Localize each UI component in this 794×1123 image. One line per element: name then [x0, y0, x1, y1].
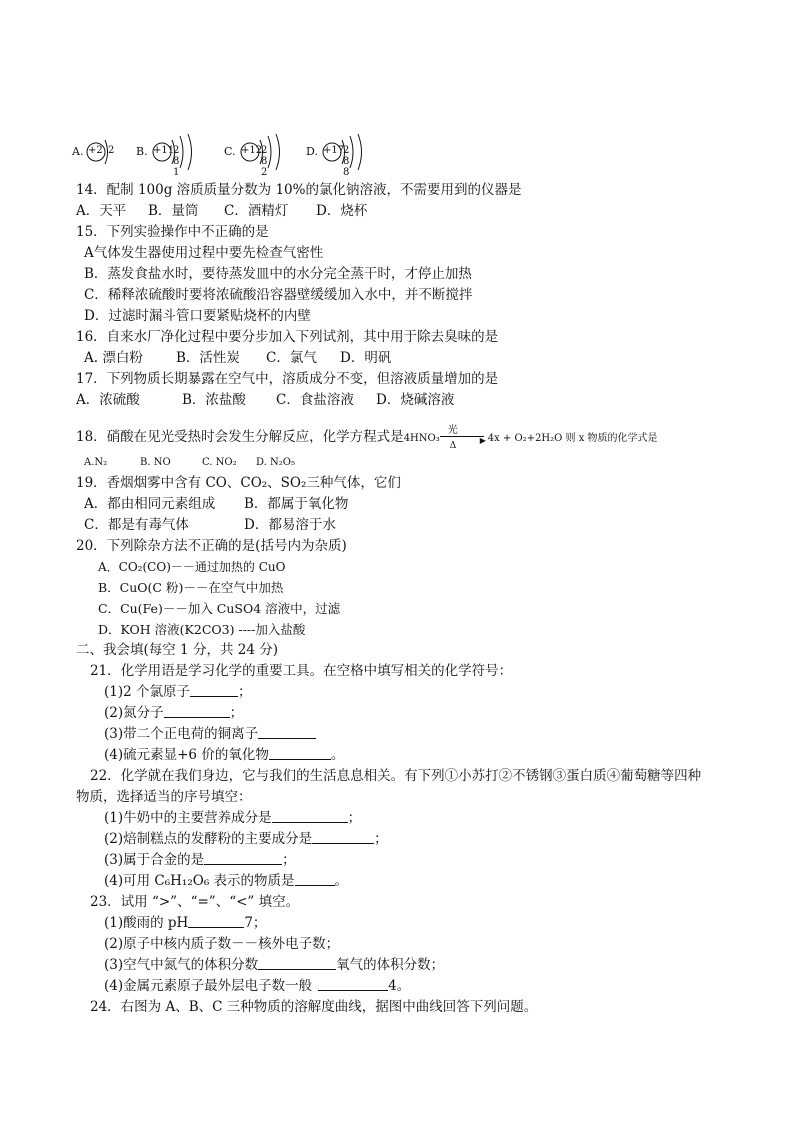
question-16-stem: 16．自来水厂净化过程中要分步加入下列试剂，其中用于除去臭味的是 — [76, 329, 499, 345]
atom-label: D. — [306, 145, 318, 158]
item-text: (3)空气中氮气的体积分数 — [104, 957, 259, 973]
q23-item-3 — [104, 956, 444, 974]
option-b: B．都属于氧化物 — [244, 496, 349, 512]
atom-nucleus: +11 — [153, 145, 175, 156]
item-text: (1)2 个氯原子 — [104, 684, 191, 700]
question-18-options — [84, 454, 295, 472]
item-text: (2)氮分子 — [104, 705, 164, 721]
question-17-stem: 17．下列物质长期暴露在空气中，溶质成分不变，但溶液质量增加的是 — [76, 371, 499, 387]
question-17-options — [76, 391, 454, 409]
item-end: 。 — [334, 873, 349, 889]
question-19-stem: 19．香烟烟雾中含有 CO、CO₂、SO₂三种气体，它们 — [76, 475, 401, 491]
item-end: 。 — [330, 747, 345, 763]
question-18-text: 18．硝酸在见光受热时会发生分解反应，化学方程式是 — [76, 429, 404, 445]
option-c: C．酒精灯 — [224, 203, 289, 219]
option-d: D．KOH 溶液(K2CO3) ----加入盐酸 — [98, 622, 306, 637]
item-end: 7； — [244, 915, 267, 931]
condition-light: 光 — [447, 424, 458, 436]
question-15-stem: 15．下列实验操作中不正确的是 — [76, 224, 269, 240]
item-end: ； — [282, 852, 296, 868]
item-text: (4)可用 C₆H₁₂O₆ 表示的物质是 — [104, 873, 295, 889]
item-text: (4)金属元素原子最外层电子数一般 — [104, 978, 313, 994]
question-23-stem: 23．试用 “>”、“=”、“<” 填空。 — [90, 894, 300, 910]
answer-blank[interactable] — [258, 726, 316, 739]
atom-nucleus: +12 — [241, 145, 263, 156]
option-b: B. NO — [140, 457, 171, 468]
option-a: A．CO₂(CO)－－通过加热的 CuO — [98, 560, 286, 574]
atom-electrons: 2 8 1 — [173, 145, 183, 178]
q21-item-1 — [104, 683, 252, 701]
option-b: B．量筒 — [148, 203, 199, 219]
condition-heat: Δ — [449, 440, 457, 451]
q22-item-4 — [104, 872, 348, 890]
option-c: C．氯气 — [266, 350, 317, 366]
item-text: (3)带二个正电荷的铜离子 — [104, 726, 259, 742]
question-19-options-row2 — [84, 516, 336, 534]
question-22-stem-2: 物质，选择适当的序号填空： — [76, 789, 252, 805]
atom-electrons: 2 8 8 — [343, 145, 353, 178]
answer-blank[interactable] — [258, 957, 336, 970]
q22-item-3 — [104, 851, 296, 869]
question-20-stem: 20．下列除杂方法不正确的是(括号内为杂质) — [76, 538, 347, 554]
option-d: D．明矾 — [340, 350, 392, 366]
question-14-stem: 14．配制 100g 溶质质量分数为 10%的氯化钠溶液，不需要用到的仪器是 — [76, 182, 522, 198]
q21-item-4 — [104, 746, 344, 764]
item-text: (2)焙制糕点的发酵粉的主要成分是 — [104, 831, 313, 847]
question-24-stem: 24．右图为 A、B、C 三种物质的溶解度曲线，据图中曲线回答下列问题。 — [90, 999, 538, 1015]
option-b: B．活性炭 — [176, 350, 240, 366]
option-a: A气体发生器使用过程中要先检查气密性 — [84, 245, 324, 261]
option-b: B．蒸发食盐水时，要待蒸发皿中的水分完全蒸干时，才停止加热 — [84, 266, 472, 282]
atom-label: C. — [224, 145, 236, 158]
item-text: (1)牛奶中的主要营养成分是 — [104, 810, 272, 826]
question-19-options-row1 — [84, 495, 348, 513]
atom-electrons: 2 — [108, 145, 118, 156]
option-b: B．浓盐酸 — [182, 392, 246, 408]
option-c: C．稀释浓硫酸时要将浓硫酸沿容器壁缓缓加入水中，并不断搅拌 — [84, 287, 473, 303]
q22-item-1 — [104, 809, 361, 827]
option-d: D. N₂O₅ — [256, 457, 295, 468]
q22-item-2 — [104, 830, 388, 848]
question-14-options — [76, 202, 367, 220]
atom-label: A. — [72, 145, 84, 158]
atom-label: B. — [136, 145, 148, 158]
option-a: A．浓硫酸 — [76, 392, 140, 408]
equation-rhs: 4x + O₂ — [487, 433, 527, 444]
option-d: D．烧杯 — [316, 203, 368, 219]
reaction-condition: 光 ▶ Δ — [440, 429, 488, 447]
item-end: 氧气的体积分数； — [336, 957, 445, 973]
option-b: B．CuO(C 粉)－－在空气中加热 — [98, 580, 284, 595]
question-22-stem-1: 22．化学就在我们身边，它与我们的生活息息相关。有下列①小苏打②不锈钢③蛋白质④葡萄糖等四种 — [90, 768, 702, 784]
answer-blank[interactable] — [190, 684, 238, 697]
option-a: A. 漂白粉 — [84, 350, 143, 366]
item-text: (4)硫元素显+6 价的氧化物 — [104, 747, 269, 763]
item-end: ； — [374, 831, 388, 847]
section-heading: 二、我会填(每空 1 分，共 24 分) — [76, 642, 278, 658]
atom-structure-options — [72, 130, 392, 178]
option-a: A．天平 — [76, 203, 127, 219]
atom-electrons: 2 8 2 — [261, 145, 271, 178]
atom-nucleus: +17 — [323, 145, 345, 156]
answer-blank[interactable] — [312, 831, 374, 844]
item-text: (3)属于合金的是 — [104, 852, 205, 868]
q23-item-4 — [104, 977, 410, 995]
item-end: ； — [347, 810, 362, 826]
option-a: A．都由相同元素组成 — [84, 496, 216, 512]
item-end: ； — [238, 684, 252, 700]
answer-blank[interactable] — [188, 915, 244, 928]
q21-item-3 — [104, 725, 316, 743]
option-d: D．都易溶于水 — [244, 517, 336, 533]
question-21-stem: 21．化学用语是学习化学的重要工具。在空格中填写相关的化学符号： — [90, 663, 513, 679]
answer-blank[interactable] — [204, 852, 282, 865]
q23-item-1 — [104, 914, 266, 932]
option-c: C．Cu(Fe)－－加入 CuSO4 溶液中，过滤 — [98, 601, 341, 616]
answer-blank[interactable] — [318, 978, 388, 991]
item-end: ； — [229, 705, 244, 721]
question-18-stem — [76, 424, 658, 451]
option-a: A.N₂ — [84, 457, 108, 468]
option-c: C. NO₂ — [202, 457, 237, 468]
item-end: 4。 — [388, 978, 411, 994]
equation-lhs: 4HNO₃ — [403, 433, 440, 444]
option-c: C．食盐溶液 — [276, 392, 354, 408]
atom-nucleus: +2 — [88, 145, 103, 156]
answer-blank[interactable] — [164, 705, 230, 718]
q23-item-2: (2)原子中核内质子数－－核外电子数； — [104, 936, 340, 952]
option-d: D．过滤时漏斗管口要紧贴烧杯的内壁 — [84, 308, 311, 324]
answer-blank[interactable] — [269, 747, 331, 760]
question-16-options — [84, 349, 391, 367]
item-text: (1)酸雨的 pH — [104, 915, 189, 931]
option-d: D．烧碱溶液 — [376, 392, 455, 408]
option-c: C．都是有毒气体 — [84, 517, 189, 533]
answer-blank[interactable] — [295, 873, 335, 886]
q21-item-2 — [104, 704, 243, 722]
equation-rhs-2: +2H₂O 则 x 物质的化学式是 — [526, 433, 658, 444]
answer-blank[interactable] — [272, 810, 348, 823]
